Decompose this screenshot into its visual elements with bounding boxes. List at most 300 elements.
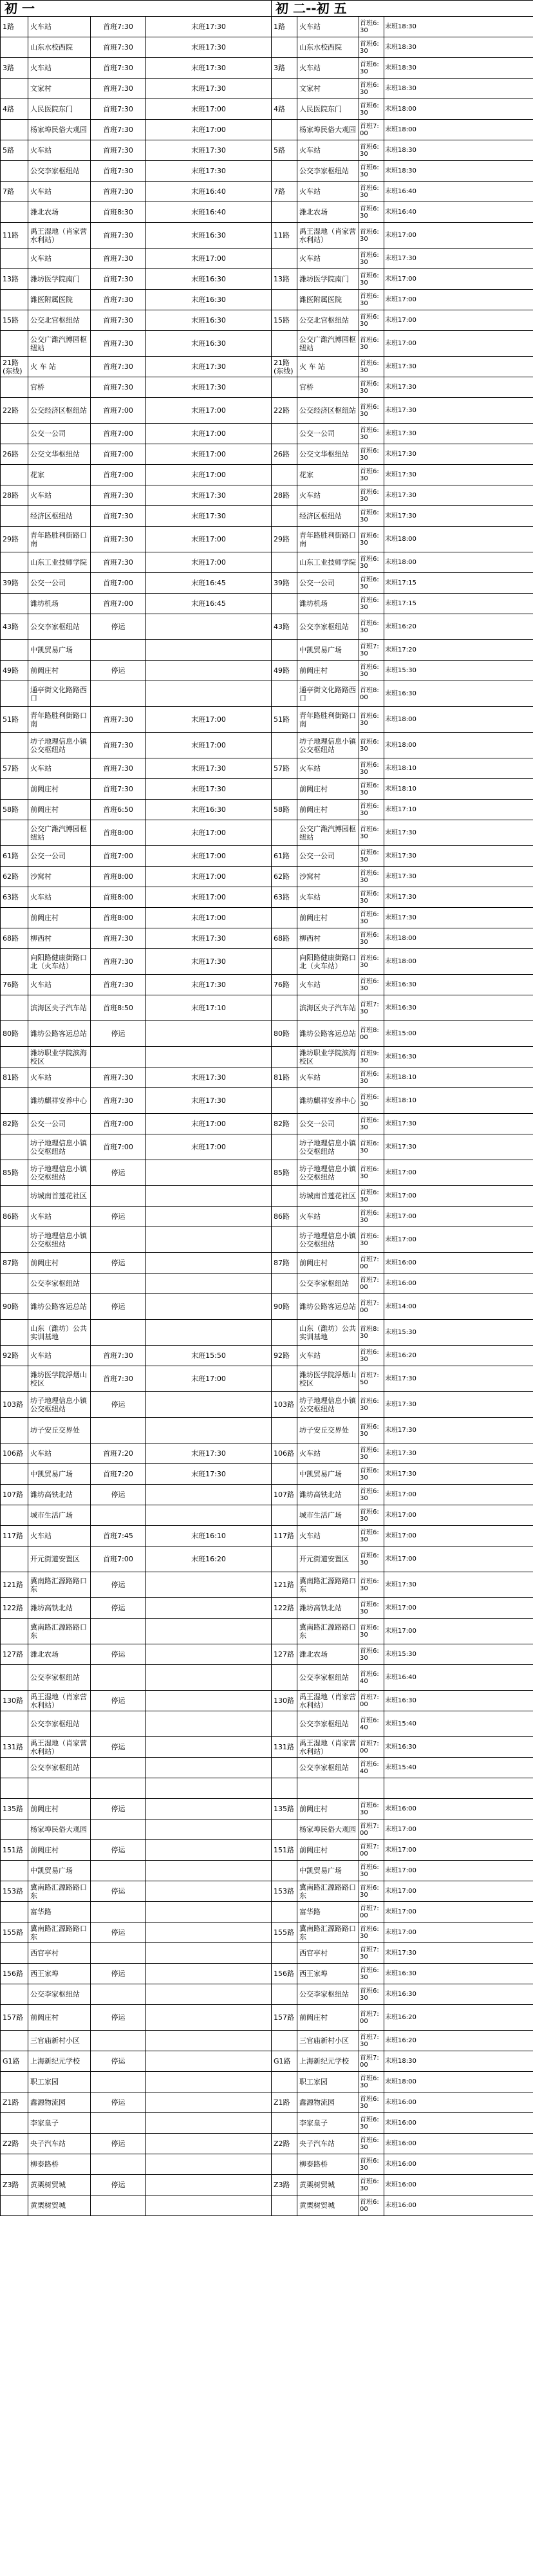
stop-cell-day2-5: 山东（潍坊）公共实训基地 bbox=[297, 1320, 359, 1346]
route-cell-day1: 58路 bbox=[1, 800, 28, 820]
schedule-row bbox=[1, 202, 533, 223]
stop-cell-day2-5: 向阳路健康街路口北（火车站） bbox=[297, 949, 359, 975]
first-bus-cell-day1: 首班7:30 bbox=[91, 99, 146, 120]
route-cell-day2-5: Z3路 bbox=[272, 2175, 297, 2195]
first-bus-cell-day1 bbox=[91, 1186, 146, 1207]
route-cell-day1: 135路 bbox=[1, 1799, 28, 1819]
first-bus-cell-day1: 停运 bbox=[91, 1964, 146, 1984]
first-bus-cell-day2-5: 首班6:30 bbox=[359, 1392, 384, 1418]
route-cell-day2-5 bbox=[272, 377, 297, 398]
stop-cell-day1: 黄栗树贸城 bbox=[28, 2195, 91, 2216]
stop-cell-day1: 潍坊高铁北站 bbox=[28, 1485, 91, 1505]
first-bus-cell-day1: 首班7:00 bbox=[91, 444, 146, 465]
schedule-row bbox=[1, 1799, 533, 1819]
last-bus-cell-day2-5: 末班16:20 bbox=[384, 1346, 533, 1366]
stop-cell-day1: 向阳路健康街路口北（火车站） bbox=[28, 949, 91, 975]
last-bus-cell-day1: 末班17:00 bbox=[146, 398, 272, 424]
last-bus-cell-day1: 末班17:30 bbox=[146, 140, 272, 161]
route-cell-day2-5: 156路 bbox=[272, 1964, 297, 1984]
first-bus-cell-day2-5: 首班6:30 bbox=[359, 1134, 384, 1160]
route-cell-day1: 156路 bbox=[1, 1964, 28, 1984]
stop-cell-day2-5: 公交文华枢纽站 bbox=[297, 444, 359, 465]
first-bus-cell-day2-5: 首班6:30 bbox=[359, 331, 384, 357]
stop-cell-day2-5: 公交一公司 bbox=[297, 1114, 359, 1134]
route-cell-day1 bbox=[1, 377, 28, 398]
stop-cell-day2-5: 公交李家枢纽站 bbox=[297, 614, 359, 640]
stop-cell-day2-5: 青年路胜利街路口南 bbox=[297, 527, 359, 552]
route-cell-day2-5: 151路 bbox=[272, 1840, 297, 1861]
stop-cell-day2-5: 潍坊医学院南门 bbox=[297, 269, 359, 290]
first-bus-cell-day1: 首班7:30 bbox=[91, 975, 146, 995]
stop-cell-day2-5: 火车站 bbox=[297, 17, 359, 37]
first-bus-cell-day1 bbox=[91, 2195, 146, 2216]
stop-cell-day2-5: 西王家埠 bbox=[297, 1964, 359, 1984]
stop-cell-day1: 公交李家枢纽站 bbox=[28, 161, 91, 182]
last-bus-cell-day2-5: 末班15:00 bbox=[384, 1021, 533, 1047]
last-bus-cell-day1 bbox=[146, 1320, 272, 1346]
route-cell-day1: 43路 bbox=[1, 614, 28, 640]
route-cell-day2-5: 7路 bbox=[272, 182, 297, 202]
first-bus-cell-day2-5: 首班6:30 bbox=[359, 37, 384, 58]
first-bus-cell-day2-5: 首班6:30 bbox=[359, 1485, 384, 1505]
stop-cell-day2-5: 央子汽车站 bbox=[297, 2134, 359, 2154]
first-bus-cell-day1: 停运 bbox=[91, 1644, 146, 1665]
first-bus-cell-day2-5: 首班6:30 bbox=[359, 661, 384, 681]
schedule-row bbox=[1, 779, 533, 800]
last-bus-cell-day1: 末班17:00 bbox=[146, 820, 272, 846]
last-bus-cell-day2-5: 末班18:00 bbox=[384, 120, 533, 140]
first-bus-cell-day1 bbox=[91, 1758, 146, 1778]
stop-cell-day1: 坊子地理信息小镇公交枢纽站 bbox=[28, 733, 91, 758]
first-bus-cell-day2-5: 首班6:30 bbox=[359, 1881, 384, 1902]
schedule-row bbox=[1, 2175, 533, 2195]
schedule-row bbox=[1, 949, 533, 975]
last-bus-cell-day1: 末班17:00 bbox=[146, 527, 272, 552]
stop-cell-day2-5: 坊子地理信息小镇公交枢纽站 bbox=[297, 1227, 359, 1253]
stop-cell-day1: 前阙庄村 bbox=[28, 661, 91, 681]
stop-cell-day1: 潍坊高铁北站 bbox=[28, 1598, 91, 1619]
route-cell-day2-5: 1路 bbox=[272, 17, 297, 37]
last-bus-cell-day1 bbox=[146, 2154, 272, 2175]
last-bus-cell-day2-5: 末班18:10 bbox=[384, 1067, 533, 1088]
schedule-row bbox=[1, 1464, 533, 1485]
stop-cell-day1: 公交一公司 bbox=[28, 573, 91, 594]
first-bus-cell-day2-5: 首班6:30 bbox=[359, 975, 384, 995]
route-cell-day1: 106路 bbox=[1, 1443, 28, 1464]
last-bus-cell-day1 bbox=[146, 2175, 272, 2195]
first-bus-cell-day2-5: 首班6:30 bbox=[359, 1067, 384, 1088]
stop-cell-day1: 潍坊职业学院滨海校区 bbox=[28, 1047, 91, 1067]
stop-cell-day1: 冀南路汇源路路口东 bbox=[28, 1572, 91, 1598]
stop-cell-day2-5: 公交广潍汽博园枢纽站 bbox=[297, 331, 359, 357]
first-bus-cell-day1: 首班8:50 bbox=[91, 995, 146, 1021]
stop-cell-day2-5: 杨家埠民俗大观园 bbox=[297, 1819, 359, 1840]
schedule-row bbox=[1, 424, 533, 444]
first-bus-cell-day2-5: 首班6:30 bbox=[359, 465, 384, 485]
stop-cell-day1: 柳泰路桥 bbox=[28, 2154, 91, 2175]
stop-cell-day1: 潍北农场 bbox=[28, 1644, 91, 1665]
route-cell-day1 bbox=[1, 79, 28, 99]
route-cell-day1: 157路 bbox=[1, 2005, 28, 2031]
last-bus-cell-day1: 末班17:30 bbox=[146, 975, 272, 995]
stop-cell-day1: 坊子地理信息小镇公交枢纽站 bbox=[28, 1227, 91, 1253]
last-bus-cell-day2-5: 末班18:30 bbox=[384, 37, 533, 58]
first-bus-cell-day1 bbox=[91, 681, 146, 707]
route-cell-day2-5 bbox=[272, 1227, 297, 1253]
schedule-row bbox=[1, 1021, 533, 1047]
last-bus-cell-day2-5: 末班17:30 bbox=[384, 887, 533, 908]
stop-cell-day2-5: 中凯贸易广场 bbox=[297, 640, 359, 661]
route-cell-day1 bbox=[1, 681, 28, 707]
stop-cell-day1: 公交经济区枢纽站 bbox=[28, 398, 91, 424]
stop-cell-day2-5: 公交李家枢纽站 bbox=[297, 1758, 359, 1778]
first-bus-cell-day1 bbox=[91, 1047, 146, 1067]
stop-cell-day2-5: 公交北宫枢纽站 bbox=[297, 310, 359, 331]
route-cell-day2-5: 153路 bbox=[272, 1881, 297, 1902]
first-bus-cell-day1: 首班8:00 bbox=[91, 887, 146, 908]
route-cell-day1: 49路 bbox=[1, 661, 28, 681]
schedule-row bbox=[1, 733, 533, 758]
schedule-row bbox=[1, 1134, 533, 1160]
stop-cell-day2-5: 前阙庄村 bbox=[297, 1253, 359, 1274]
first-bus-cell-day1: 停运 bbox=[91, 661, 146, 681]
last-bus-cell-day1: 末班17:30 bbox=[146, 58, 272, 79]
first-bus-cell-day2-5: 首班7:30 bbox=[359, 640, 384, 661]
route-cell-day2-5: 51路 bbox=[272, 707, 297, 733]
schedule-row bbox=[1, 1881, 533, 1902]
stop-cell-day1: 山东水校西院 bbox=[28, 37, 91, 58]
last-bus-cell-day2-5: 末班16:00 bbox=[384, 2092, 533, 2113]
last-bus-cell-day1: 末班17:00 bbox=[146, 908, 272, 928]
last-bus-cell-day1 bbox=[146, 1881, 272, 1902]
last-bus-cell-day1 bbox=[146, 1294, 272, 1320]
route-cell-day2-5 bbox=[272, 681, 297, 707]
schedule-row bbox=[1, 310, 533, 331]
schedule-row bbox=[1, 1902, 533, 1923]
first-bus-cell-day1 bbox=[91, 1274, 146, 1294]
stop-cell-day2-5: 火车站 bbox=[297, 975, 359, 995]
schedule-row bbox=[1, 1485, 533, 1505]
last-bus-cell-day1: 末班17:00 bbox=[146, 1114, 272, 1134]
first-bus-cell-day1 bbox=[91, 1984, 146, 2005]
last-bus-cell-day2-5: 末班17:30 bbox=[384, 249, 533, 269]
stop-cell-day1: 火 车 站 bbox=[28, 357, 91, 377]
schedule-row bbox=[1, 1572, 533, 1598]
stop-cell-day1: 潍医附属医院 bbox=[28, 290, 91, 310]
route-cell-day1: 61路 bbox=[1, 846, 28, 867]
last-bus-cell-day2-5: 末班16:20 bbox=[384, 2031, 533, 2051]
last-bus-cell-day2-5 bbox=[384, 1778, 533, 1799]
stop-cell-day1 bbox=[28, 1778, 91, 1799]
stop-cell-day1: 火车站 bbox=[28, 975, 91, 995]
stop-cell-day1: 公交李家枢纽站 bbox=[28, 1984, 91, 2005]
day-two-to-five-header: 初 二--初 五 bbox=[272, 1, 533, 17]
last-bus-cell-day1: 末班17:00 bbox=[146, 1366, 272, 1392]
last-bus-cell-day2-5: 末班17:30 bbox=[384, 398, 533, 424]
first-bus-cell-day2-5: 首班6:30 bbox=[359, 1799, 384, 1819]
stop-cell-day2-5: 潍坊公路客运总站 bbox=[297, 1021, 359, 1047]
last-bus-cell-day1 bbox=[146, 1021, 272, 1047]
last-bus-cell-day1: 末班17:00 bbox=[146, 733, 272, 758]
last-bus-cell-day2-5: 末班18:30 bbox=[384, 17, 533, 37]
first-bus-cell-day2-5: 首班6:30 bbox=[359, 2113, 384, 2134]
first-bus-cell-day2-5: 首班6:30 bbox=[359, 506, 384, 527]
first-bus-cell-day2-5: 首班6:30 bbox=[359, 552, 384, 573]
first-bus-cell-day1: 首班7:30 bbox=[91, 161, 146, 182]
last-bus-cell-day2-5: 末班18:30 bbox=[384, 79, 533, 99]
first-bus-cell-day1: 首班7:30 bbox=[91, 269, 146, 290]
first-bus-cell-day1 bbox=[91, 2072, 146, 2092]
first-bus-cell-day2-5: 首班6:30 bbox=[359, 99, 384, 120]
first-bus-cell-day2-5: 首班7:00 bbox=[359, 1274, 384, 1294]
route-cell-day2-5: 87路 bbox=[272, 1253, 297, 1274]
stop-cell-day1: 公交李家枢纽站 bbox=[28, 1274, 91, 1294]
last-bus-cell-day1: 末班17:30 bbox=[146, 37, 272, 58]
first-bus-cell-day1 bbox=[91, 1418, 146, 1443]
first-bus-cell-day2-5: 首班7:00 bbox=[359, 1294, 384, 1320]
stop-cell-day1: 坊子地理信息小镇公交枢纽站 bbox=[28, 1392, 91, 1418]
last-bus-cell-day2-5: 末班17:30 bbox=[384, 820, 533, 846]
last-bus-cell-day1 bbox=[146, 661, 272, 681]
first-bus-cell-day2-5: 首班6:30 bbox=[359, 2092, 384, 2113]
route-cell-day2-5: 22路 bbox=[272, 398, 297, 424]
last-bus-cell-day1 bbox=[146, 1840, 272, 1861]
last-bus-cell-day2-5: 末班16:00 bbox=[384, 1274, 533, 1294]
route-cell-day1: 29路 bbox=[1, 527, 28, 552]
first-bus-cell-day2-5: 首班6:30 bbox=[359, 707, 384, 733]
stop-cell-day2-5: 城市生活广场 bbox=[297, 1505, 359, 1526]
stop-cell-day1: 官桥 bbox=[28, 377, 91, 398]
schedule-row bbox=[1, 357, 533, 377]
first-bus-cell-day2-5: 首班6:30 bbox=[359, 1088, 384, 1114]
first-bus-cell-day1: 首班7:30 bbox=[91, 779, 146, 800]
first-bus-cell-day2-5: 首班6:30 bbox=[359, 1443, 384, 1464]
first-bus-cell-day1: 首班7:30 bbox=[91, 1366, 146, 1392]
route-cell-day2-5: 4路 bbox=[272, 99, 297, 120]
last-bus-cell-day2-5: 末班17:30 bbox=[384, 1464, 533, 1485]
stop-cell-day1: 潍坊麒祥安养中心 bbox=[28, 1088, 91, 1114]
stop-cell-day1: 公交一公司 bbox=[28, 846, 91, 867]
last-bus-cell-day2-5: 末班16:30 bbox=[384, 1691, 533, 1711]
last-bus-cell-day2-5: 末班18:30 bbox=[384, 58, 533, 79]
stop-cell-day1: 李家皇子 bbox=[28, 2113, 91, 2134]
first-bus-cell-day2-5: 首班6:30 bbox=[359, 223, 384, 249]
stop-cell-day2-5: 前阙庄村 bbox=[297, 1840, 359, 1861]
stop-cell-day1: 富华路 bbox=[28, 1902, 91, 1923]
first-bus-cell-day1: 首班6:50 bbox=[91, 800, 146, 820]
last-bus-cell-day2-5: 末班17:30 bbox=[384, 506, 533, 527]
first-bus-cell-day2-5: 首班6:30 bbox=[359, 1160, 384, 1186]
last-bus-cell-day1 bbox=[146, 2051, 272, 2072]
schedule-row bbox=[1, 1691, 533, 1711]
first-bus-cell-day1: 首班7:30 bbox=[91, 552, 146, 573]
stop-cell-day2-5: 禹王湿地（肖家营水利站） bbox=[297, 1737, 359, 1758]
stop-cell-day2-5: 潍坊公路客运总站 bbox=[297, 1294, 359, 1320]
first-bus-cell-day1 bbox=[91, 2154, 146, 2175]
first-bus-cell-day2-5: 首班7:30 bbox=[359, 2031, 384, 2051]
first-bus-cell-day1: 首班8:30 bbox=[91, 202, 146, 223]
route-cell-day2-5: 63路 bbox=[272, 887, 297, 908]
route-cell-day2-5: 80路 bbox=[272, 1021, 297, 1047]
first-bus-cell-day2-5: 首班6:30 bbox=[359, 1984, 384, 2005]
schedule-row bbox=[1, 465, 533, 485]
route-cell-day2-5 bbox=[272, 120, 297, 140]
schedule-row bbox=[1, 1114, 533, 1134]
route-cell-day2-5: 3路 bbox=[272, 58, 297, 79]
schedule-row bbox=[1, 1711, 533, 1737]
first-bus-cell-day1 bbox=[91, 1665, 146, 1691]
last-bus-cell-day1 bbox=[146, 1644, 272, 1665]
last-bus-cell-day1 bbox=[146, 2005, 272, 2031]
route-cell-day1 bbox=[1, 424, 28, 444]
last-bus-cell-day1: 末班16:45 bbox=[146, 594, 272, 614]
route-cell-day2-5: 86路 bbox=[272, 1207, 297, 1227]
last-bus-cell-day2-5: 末班16:30 bbox=[384, 975, 533, 995]
first-bus-cell-day1: 首班7:30 bbox=[91, 58, 146, 79]
schedule-row bbox=[1, 1186, 533, 1207]
last-bus-cell-day1: 末班17:00 bbox=[146, 249, 272, 269]
last-bus-cell-day2-5: 末班17:00 bbox=[384, 1861, 533, 1881]
route-cell-day1 bbox=[1, 995, 28, 1021]
last-bus-cell-day1 bbox=[146, 1799, 272, 1819]
last-bus-cell-day1: 末班15:50 bbox=[146, 1346, 272, 1366]
stop-cell-day2-5: 公交经济区枢纽站 bbox=[297, 398, 359, 424]
stop-cell-day2-5: 中凯贸易广场 bbox=[297, 1861, 359, 1881]
route-cell-day2-5 bbox=[272, 995, 297, 1021]
stop-cell-day1: 火车站 bbox=[28, 1207, 91, 1227]
route-cell-day1 bbox=[1, 1320, 28, 1346]
last-bus-cell-day1 bbox=[146, 1418, 272, 1443]
stop-cell-day2-5: 前阙庄村 bbox=[297, 908, 359, 928]
first-bus-cell-day1: 首班7:30 bbox=[91, 182, 146, 202]
last-bus-cell-day1: 末班17:30 bbox=[146, 506, 272, 527]
last-bus-cell-day1 bbox=[146, 1861, 272, 1881]
first-bus-cell-day1: 首班8:00 bbox=[91, 820, 146, 846]
last-bus-cell-day2-5: 末班16:40 bbox=[384, 182, 533, 202]
first-bus-cell-day1: 首班7:30 bbox=[91, 485, 146, 506]
first-bus-cell-day1 bbox=[91, 1227, 146, 1253]
first-bus-cell-day2-5: 首班6:30 bbox=[359, 1227, 384, 1253]
route-cell-day1 bbox=[1, 1274, 28, 1294]
route-cell-day1: Z3路 bbox=[1, 2175, 28, 2195]
stop-cell-day1: 黄栗树贸城 bbox=[28, 2175, 91, 2195]
schedule-row bbox=[1, 887, 533, 908]
route-cell-day1 bbox=[1, 37, 28, 58]
stop-cell-day2-5: 公交李家枢纽站 bbox=[297, 1274, 359, 1294]
route-cell-day2-5: 121路 bbox=[272, 1572, 297, 1598]
route-cell-day2-5: 135路 bbox=[272, 1799, 297, 1819]
last-bus-cell-day1: 末班17:00 bbox=[146, 867, 272, 887]
route-cell-day1 bbox=[1, 1943, 28, 1964]
last-bus-cell-day1 bbox=[146, 1207, 272, 1227]
schedule-row bbox=[1, 79, 533, 99]
first-bus-cell-day2-5: 首班6:30 bbox=[359, 1346, 384, 1366]
last-bus-cell-day1 bbox=[146, 640, 272, 661]
first-bus-cell-day2-5: 首班6:30 bbox=[359, 1207, 384, 1227]
first-bus-cell-day1: 首班7:30 bbox=[91, 707, 146, 733]
first-bus-cell-day2-5: 首班6:30 bbox=[359, 1923, 384, 1943]
first-bus-cell-day2-5: 首班6:30 bbox=[359, 1464, 384, 1485]
first-bus-cell-day1: 首班7:30 bbox=[91, 310, 146, 331]
first-bus-cell-day1 bbox=[91, 2031, 146, 2051]
last-bus-cell-day1 bbox=[146, 1964, 272, 1984]
last-bus-cell-day1: 末班17:30 bbox=[146, 377, 272, 398]
first-bus-cell-day2-5: 首班8:00 bbox=[359, 681, 384, 707]
first-bus-cell-day2-5: 首班6:30 bbox=[359, 573, 384, 594]
first-bus-cell-day2-5: 首班7:00 bbox=[359, 2005, 384, 2031]
stop-cell-day2-5: 火车站 bbox=[297, 887, 359, 908]
first-bus-cell-day2-5: 首班6:30 bbox=[359, 758, 384, 779]
last-bus-cell-day1: 末班17:00 bbox=[146, 99, 272, 120]
first-bus-cell-day1: 停运 bbox=[91, 1160, 146, 1186]
last-bus-cell-day2-5: 末班17:30 bbox=[384, 444, 533, 465]
schedule-row bbox=[1, 398, 533, 424]
last-bus-cell-day1 bbox=[146, 1711, 272, 1737]
stop-cell-day2-5: 公交李家枢纽站 bbox=[297, 1665, 359, 1691]
route-cell-day2-5 bbox=[272, 1902, 297, 1923]
schedule-row bbox=[1, 506, 533, 527]
last-bus-cell-day2-5: 末班14:00 bbox=[384, 1294, 533, 1320]
schedule-row bbox=[1, 1598, 533, 1619]
route-cell-day2-5 bbox=[272, 1943, 297, 1964]
route-cell-day1 bbox=[1, 2072, 28, 2092]
first-bus-cell-day1: 首班7:30 bbox=[91, 79, 146, 99]
first-bus-cell-day2-5: 首班6:30 bbox=[359, 1186, 384, 1207]
first-bus-cell-day2-5: 首班6:30 bbox=[359, 249, 384, 269]
first-bus-cell-day1 bbox=[91, 1711, 146, 1737]
route-cell-day1: 7路 bbox=[1, 182, 28, 202]
stop-cell-day1: 公交李家枢纽站 bbox=[28, 1665, 91, 1691]
stop-cell-day1: 坊子安丘交界处 bbox=[28, 1418, 91, 1443]
first-bus-cell-day2-5: 首班6:30 bbox=[359, 1964, 384, 1984]
last-bus-cell-day2-5: 末班17:00 bbox=[384, 1598, 533, 1619]
schedule-row bbox=[1, 640, 533, 661]
last-bus-cell-day2-5: 末班17:30 bbox=[384, 1572, 533, 1598]
route-cell-day2-5 bbox=[272, 640, 297, 661]
first-bus-cell-day2-5: 首班6:30 bbox=[359, 1861, 384, 1881]
last-bus-cell-day2-5: 末班17:30 bbox=[384, 1418, 533, 1443]
stop-cell-day2-5: 青年路胜利街路口南 bbox=[297, 707, 359, 733]
stop-cell-day2-5: 火 车 站 bbox=[297, 357, 359, 377]
stop-cell-day2-5: 火车站 bbox=[297, 249, 359, 269]
route-cell-day2-5 bbox=[272, 1366, 297, 1392]
stop-cell-day2-5: 杨家埠民俗大观园 bbox=[297, 120, 359, 140]
schedule-row bbox=[1, 846, 533, 867]
first-bus-cell-day2-5: 首班7:00 bbox=[359, 1819, 384, 1840]
route-cell-day2-5 bbox=[272, 1819, 297, 1840]
stop-cell-day2-5: 潍坊麒祥安养中心 bbox=[297, 1088, 359, 1114]
last-bus-cell-day1: 末班16:40 bbox=[146, 202, 272, 223]
last-bus-cell-day1 bbox=[146, 1227, 272, 1253]
stop-cell-day1: 火车站 bbox=[28, 17, 91, 37]
last-bus-cell-day2-5: 末班17:30 bbox=[384, 465, 533, 485]
stop-cell-day1: 潍坊公路客运总站 bbox=[28, 1021, 91, 1047]
schedule-row bbox=[1, 975, 533, 995]
last-bus-cell-day1 bbox=[146, 681, 272, 707]
stop-cell-day2-5: 火车站 bbox=[297, 182, 359, 202]
route-cell-day2-5 bbox=[272, 2195, 297, 2216]
first-bus-cell-day2-5: 首班6:30 bbox=[359, 182, 384, 202]
first-bus-cell-day2-5: 首班7:00 bbox=[359, 1737, 384, 1758]
first-bus-cell-day1: 停运 bbox=[91, 1485, 146, 1505]
stop-cell-day2-5: 火车站 bbox=[297, 1443, 359, 1464]
schedule-row bbox=[1, 2113, 533, 2134]
schedule-row bbox=[1, 928, 533, 949]
schedule-row bbox=[1, 249, 533, 269]
first-bus-cell-day1: 首班7:30 bbox=[91, 223, 146, 249]
route-cell-day2-5 bbox=[272, 1134, 297, 1160]
stop-cell-day2-5: 火车站 bbox=[297, 1346, 359, 1366]
